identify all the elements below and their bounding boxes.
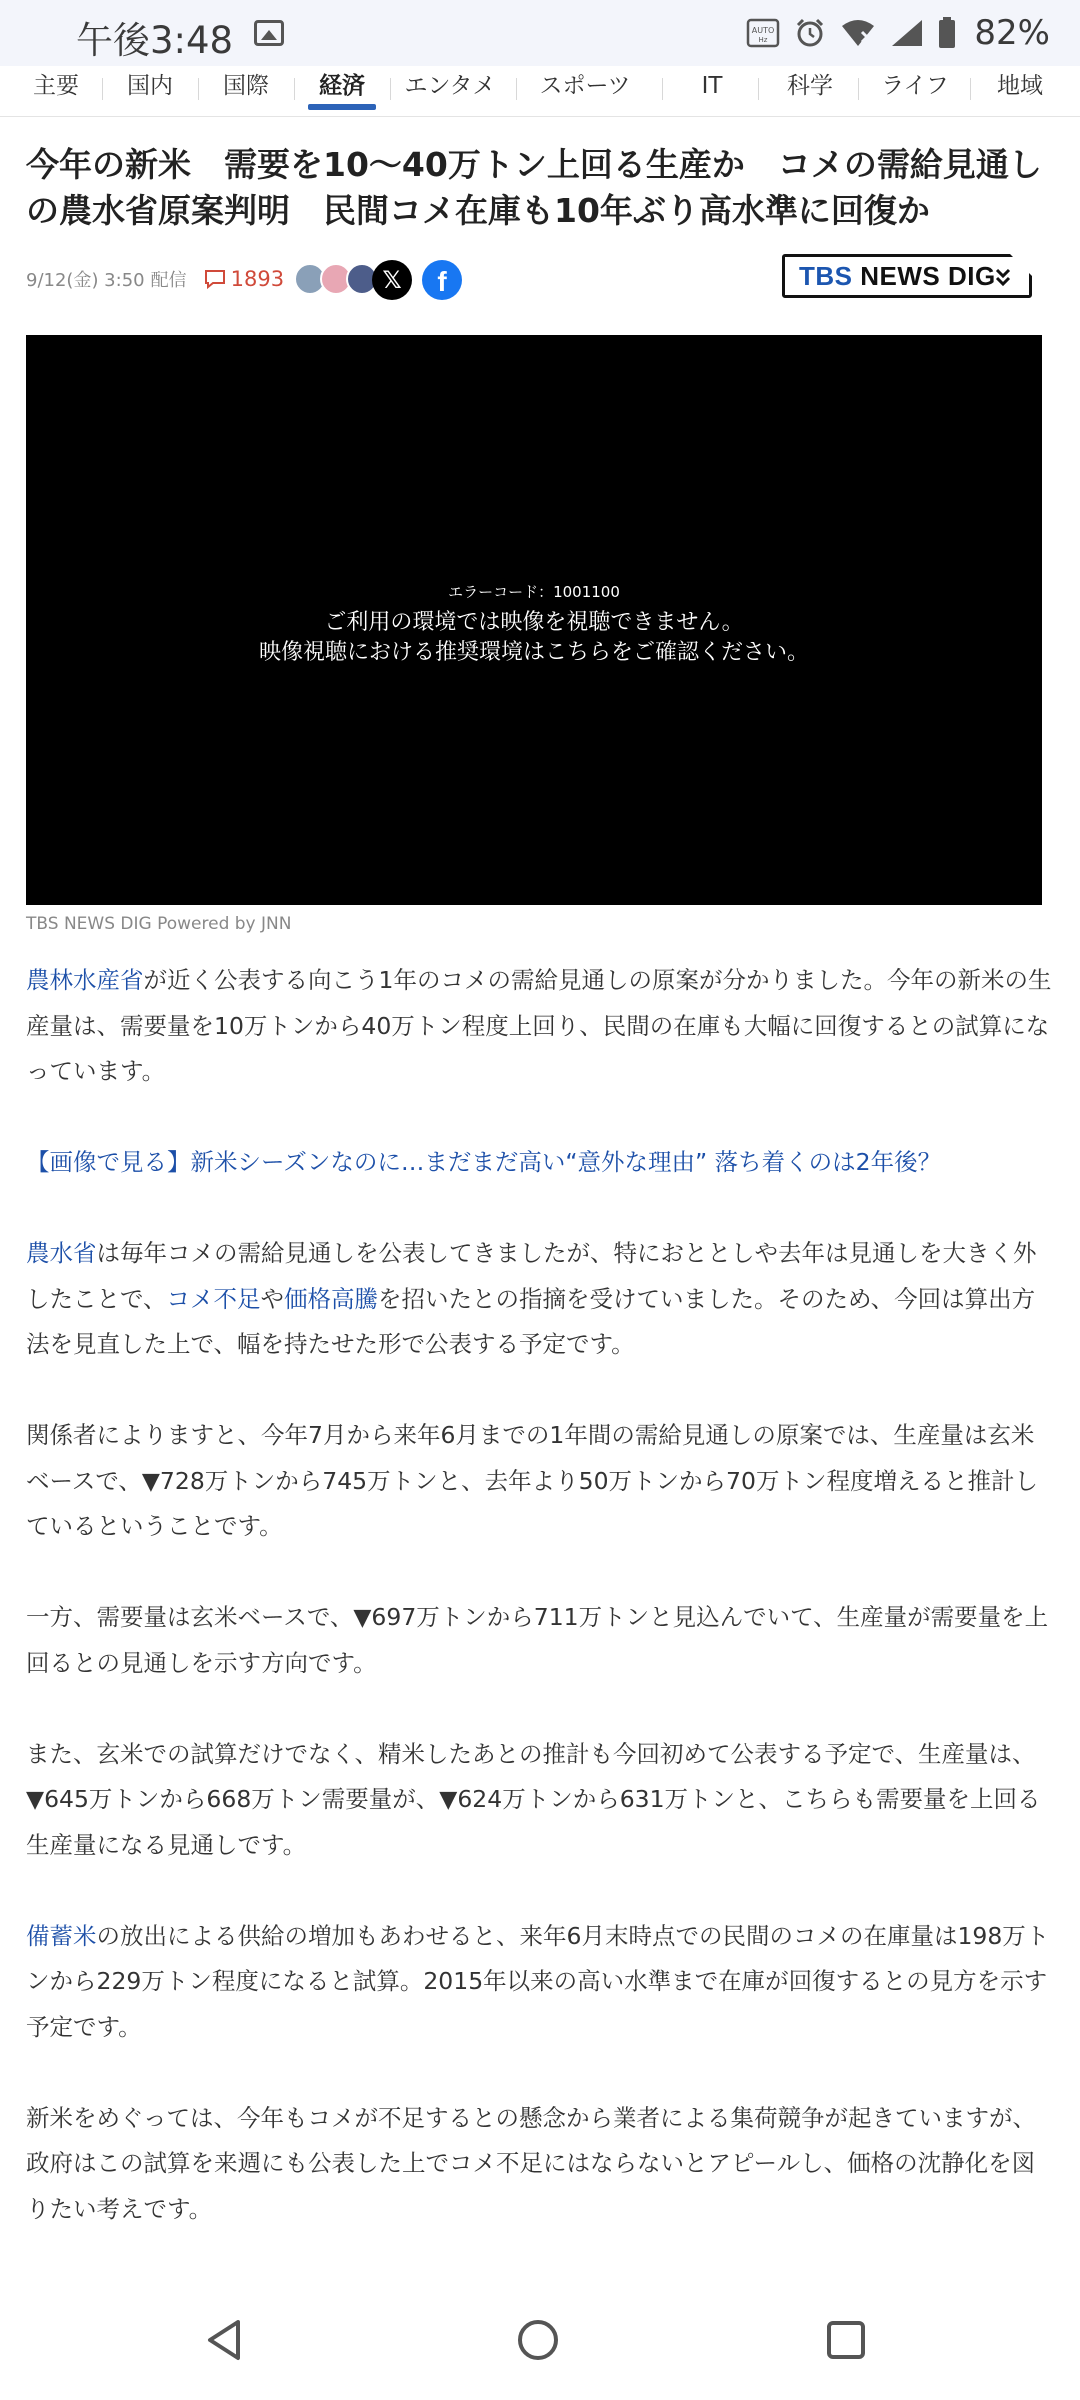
- video-error-message: ご利用の環境では映像を視聴できません。: [324, 610, 744, 635]
- article-meta: [26, 262, 378, 296]
- image-icon: [254, 20, 284, 46]
- battery-percent: 82%: [974, 13, 1050, 53]
- paragraph: 一方、需要量は玄米ベースで、▼697万トンから711万トンと見込んでいて、生産量が需要量を上回るとの見通しを示す方向です。: [26, 1603, 1049, 1677]
- tab-divider: [662, 78, 663, 100]
- keyword-link[interactable]: 価格高騰: [284, 1284, 379, 1313]
- logo-corner: [1010, 254, 1032, 276]
- battery-icon: [938, 17, 956, 49]
- category-tabs: [0, 66, 1080, 117]
- status-time: 午後3:48: [76, 19, 234, 62]
- tab-divider: [758, 78, 759, 100]
- tab-divider: [516, 78, 517, 100]
- image-gallery-link[interactable]: 【画像で見る】新米シーズンなのに…まだまだ高い“意外な理由” 落ち着くのは2年後？: [26, 1148, 942, 1176]
- tab-life[interactable]: ライフ: [881, 73, 949, 99]
- tab-economy[interactable]: 経済: [319, 73, 365, 99]
- tab-entertainment[interactable]: エンタメ: [404, 73, 496, 99]
- tab-divider: [102, 78, 103, 100]
- status-icons: [746, 8, 1050, 58]
- tab-divider: [294, 78, 295, 100]
- publisher-logo-text: TBS NEWS DIG: [799, 261, 996, 291]
- alarm-icon: [794, 17, 826, 49]
- auto-hz-icon: [746, 18, 780, 48]
- article-headline: 今年の新米 需要を10〜40万トン上回る生産か コメの需給見通しの農水省原案判明 民間コメ在庫も10年ぶり高水準に回復か: [26, 145, 1042, 230]
- keyword-link[interactable]: 農林水産省: [26, 966, 144, 994]
- publish-date: 9/12(金) 3:50: [26, 270, 145, 291]
- home-icon[interactable]: [516, 2318, 560, 2362]
- keyword-link[interactable]: 備蓄米: [26, 1921, 97, 1950]
- paragraph: 備蓄米の放出による供給の増加もあわせると、来年6月末時点での民間のコメの在庫量は198万トンから229万トン程度になると試算。2015年以来の高い水準まで在庫が回復するとの見方を示す予定です。: [26, 1921, 1050, 2041]
- paragraph: 新米をめぐっては、今年もコメが不足するとの懸念から業者による集荷競争が起きていますが、政府はこの試算を来週にも公表した上でコメ不足にはならないとアピールし、価格の沈静化を図りたい考えです。: [26, 2103, 1037, 2223]
- tab-divider: [970, 78, 971, 100]
- svg-text:AUTO: AUTO: [752, 26, 775, 35]
- commenter-avatars[interactable]: [294, 263, 378, 295]
- tab-divider: [390, 78, 391, 100]
- keyword-link[interactable]: コメ不足: [166, 1284, 261, 1313]
- tab-main[interactable]: 主要: [33, 73, 79, 99]
- article-body: [26, 958, 1056, 2278]
- tab-divider: [858, 78, 859, 100]
- paragraph: [26, 1140, 1056, 1186]
- system-nav-bar: [0, 2270, 1080, 2400]
- video-credit: TBS NEWS DIG Powered by JNN: [26, 914, 292, 934]
- active-tab-indicator: [308, 104, 376, 110]
- tab-divider: [198, 78, 199, 100]
- facebook-share-icon[interactable]: f: [422, 260, 462, 300]
- keyword-link[interactable]: 農水省: [26, 1239, 97, 1267]
- tab-international[interactable]: 国際: [223, 73, 269, 99]
- tab-sports[interactable]: スポーツ: [539, 73, 631, 99]
- chevron-down-icon: [995, 267, 1011, 287]
- svg-text:Hz: Hz: [758, 36, 768, 44]
- comment-count: 1893: [230, 267, 285, 291]
- tab-region[interactable]: 地域: [997, 73, 1043, 99]
- wifi-icon: [840, 18, 876, 48]
- tab-domestic[interactable]: 国内: [127, 73, 173, 99]
- back-icon[interactable]: [204, 2318, 244, 2362]
- tab-science[interactable]: 科学: [787, 73, 833, 99]
- publish-suffix: 配信: [150, 270, 187, 291]
- paragraph: 関係者によりますと、今年7月から来年6月までの1年間の需給見通しの原案では、生産量は玄米ベースで、▼728万トンから745万トンと、去年より50万トンから70万トン程度増えると推計しているということです。: [26, 1421, 1038, 1540]
- status-bar: [0, 0, 1080, 66]
- tab-it[interactable]: IT: [701, 73, 723, 99]
- video-help-link[interactable]: 映像視聴における推奨環境はこちらをご確認ください。: [258, 640, 809, 665]
- recents-icon[interactable]: [826, 2320, 866, 2360]
- video-player[interactable]: [26, 335, 1042, 905]
- paragraph: 農水省は毎年コメの需給見通しを公表してきましたが、特におととしや去年は見通しを大きく外したことで、コメ不足や価格高騰を招いたとの指摘を受けていました。そのため、今回は算出方法を見直した上で、幅を持たせた形で公表する予定です。: [26, 1239, 1037, 1358]
- video-error-code: エラーコード：1001100: [448, 583, 620, 601]
- paragraph: また、玄米での試算だけでなく、精米したあとの推計も今回初めて公表する予定で、生産量は、▼645万トンから668万トン需要量が、▼624万トンから631万トンと、こちらも需要量を上回る生産量になる見通しです。: [26, 1739, 1041, 1859]
- paragraph: 農林水産省が近く公表する向こう1年のコメの需給見通しの原案が分かりました。今年の新米の生産量は、需要量を10万トンから40万トン程度上回り、民間の在庫も大幅に回復するとの試算になっています。: [26, 966, 1052, 1085]
- x-share-icon[interactable]: 𝕏: [372, 260, 412, 300]
- publisher-logo[interactable]: [782, 254, 1032, 298]
- comment-link[interactable]: [203, 267, 284, 291]
- comment-icon: [203, 268, 227, 290]
- signal-icon: [890, 18, 924, 48]
